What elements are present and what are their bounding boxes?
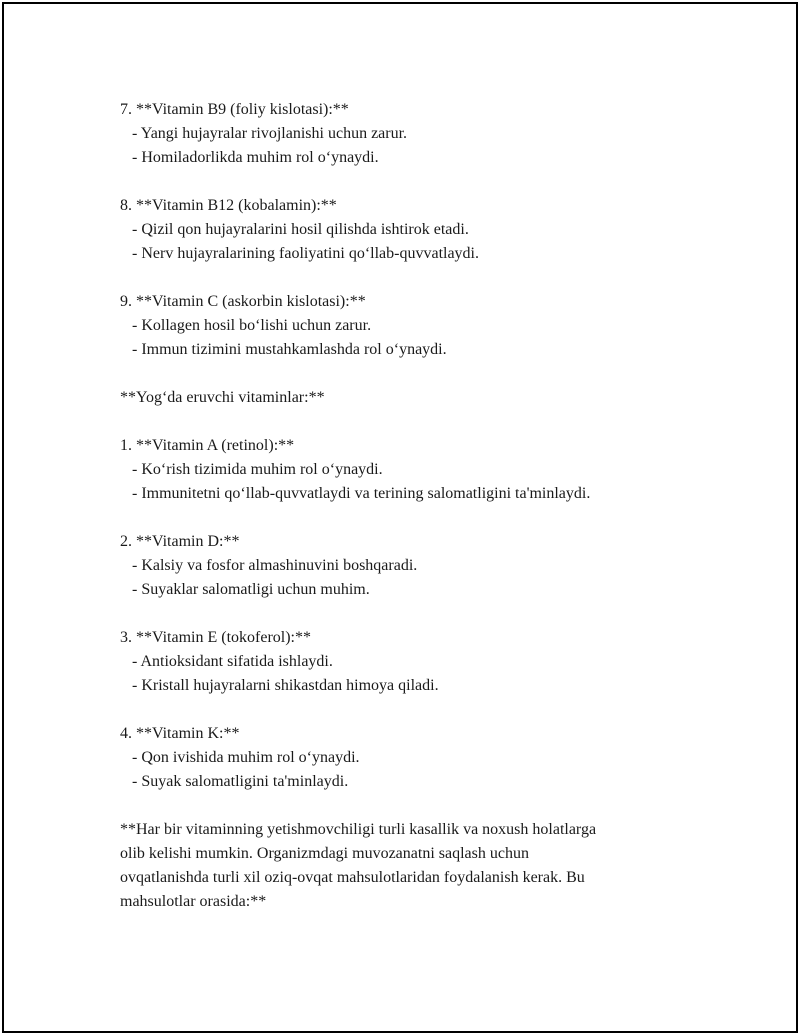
section-heading: 7. **Vitamin B9 (foliy kislotasi):** [120,101,349,118]
bullet-item: - Suyaklar salomatligi uchun muhim. [132,581,370,598]
bullet-item: - Yangi hujayralar rivojlanishi uchun zarur. [132,125,408,142]
closing-line: mahsulotlar orasida:** [120,893,267,910]
closing-line: olib kelishi mumkin. Organizmdagi muvozanatni saqlash uchun [120,845,529,862]
section-heading: 1. **Vitamin A (retinol):** [120,437,295,454]
vitamin-b12-section [120,194,680,266]
vitamin-a-section [120,434,680,506]
bullet-item: - Immun tizimini mustahkamlashda rol o‘ynaydi. [132,341,447,358]
bullet-item: - Kollagen hosil bo‘lishi uchun zarur. [132,317,372,334]
section-heading: 4. **Vitamin K:** [120,725,240,742]
bullet-item: - Immunitetni qo‘llab-quvvatlaydi va terining salomatligini ta'minlaydi. [132,485,591,502]
group-heading: **Yog‘da eruvchi vitaminlar:** [120,389,325,406]
bullet-item: - Homiladorlikda muhim rol o‘ynaydi. [132,149,379,166]
page-frame [2,2,798,1033]
section-heading: 3. **Vitamin E (tokoferol):** [120,629,311,646]
bullet-item: - Suyak salomatligini ta'minlaydi. [132,773,349,790]
vitamin-e-section [120,626,680,698]
vitamin-c-section [120,290,680,362]
bullet-item: - Antioksidant sifatida ishlaydi. [132,653,333,670]
vitamin-k-section [120,722,680,794]
bullet-item: - Qizil qon hujayralarini hosil qilishda ishtirok etadi. [132,221,469,238]
bullet-item: - Nerv hujayralarining faoliyatini qo‘llab-quvvatlaydi. [132,245,479,262]
section-heading: 2. **Vitamin D:** [120,533,240,550]
vitamin-d-section [120,530,680,602]
closing-paragraph [120,818,680,914]
section-heading: 8. **Vitamin B12 (kobalamin):** [120,197,337,214]
bullet-item: - Kalsiy va fosfor almashinuvini boshqaradi. [132,557,418,574]
bullet-item: - Ko‘rish tizimida muhim rol o‘ynaydi. [132,461,383,478]
document-body [120,98,680,914]
section-heading: 9. **Vitamin C (askorbin kislotasi):** [120,293,366,310]
closing-line: **Har bir vitaminning yetishmovchiligi turli kasallik va noxush holatlarga [120,821,597,838]
closing-line: ovqatlanishda turli xil oziq-ovqat mahsulotlaridan foydalanish kerak. Bu [120,869,585,886]
fat-soluble-heading-section [120,386,680,410]
bullet-item: - Qon ivishida muhim rol o‘ynaydi. [132,749,360,766]
vitamin-b9-section [120,98,680,170]
bullet-item: - Kristall hujayralarni shikastdan himoya qiladi. [132,677,439,694]
